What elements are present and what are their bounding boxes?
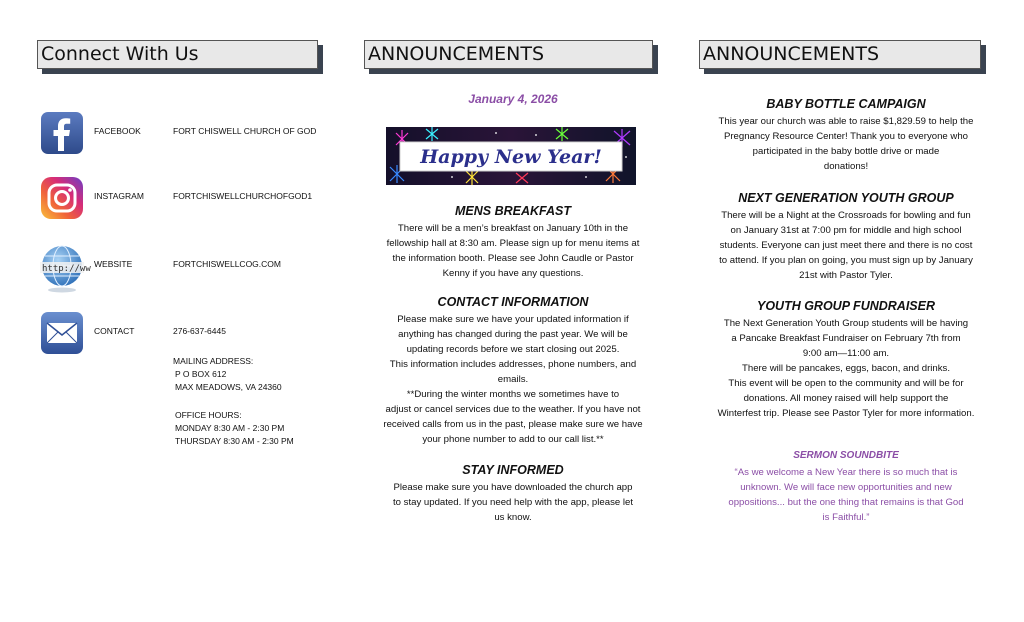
sermon-quote bbox=[700, 465, 992, 525]
contact-information-section bbox=[368, 294, 658, 447]
stay-informed-title: STAY INFORMED bbox=[462, 463, 564, 477]
text-line: “As we welcome a New Year there is so much that is bbox=[734, 467, 958, 478]
text-line: Winterfest trip. Please see Pastor Tyler for more information. bbox=[717, 408, 975, 419]
instagram-label: INSTAGRAM bbox=[94, 191, 144, 201]
mailing-line1: P O BOX 612 bbox=[175, 369, 227, 379]
mens-breakfast-title: MENS BREAKFAST bbox=[455, 204, 571, 218]
text-line: donations! bbox=[823, 161, 869, 172]
text-line: to attend. If you plan on going, you must sign up by January bbox=[719, 255, 973, 266]
text-line: us know. bbox=[494, 512, 532, 523]
text-line: fellowship hall at 8:30 am. Please sign up for menu items at bbox=[386, 238, 640, 249]
office-hours bbox=[173, 409, 294, 448]
mens-breakfast-text bbox=[368, 221, 658, 281]
text-line: anything has changed during the past year. We will be bbox=[398, 329, 628, 340]
connect-header: Connect With Us bbox=[37, 40, 318, 69]
website-value[interactable]: FORTCHISWELLCOG.COM bbox=[173, 259, 281, 269]
text-line: received calls from us in the past, please make sure we have bbox=[383, 419, 643, 430]
bulletin-date: January 4, 2026 bbox=[468, 92, 558, 106]
text-line: This event will be open to the community and will be for bbox=[728, 378, 964, 389]
text-line: The Next Generation Youth Group students will be having bbox=[723, 318, 969, 329]
contact-information-title: CONTACT INFORMATION bbox=[437, 295, 589, 309]
sermon-title: SERMON SOUNDBITE bbox=[793, 450, 899, 461]
facebook-label: FACEBOOK bbox=[94, 126, 141, 136]
announcements-header-left: ANNOUNCEMENTS bbox=[364, 40, 653, 69]
youth-group-section bbox=[700, 190, 992, 283]
text-line: Kenny if you have any questions. bbox=[442, 268, 584, 279]
contact-label: CONTACT bbox=[94, 326, 135, 336]
contact-row-contact bbox=[40, 311, 340, 355]
fundraiser-title: YOUTH GROUP FUNDRAISER bbox=[756, 299, 935, 313]
mens-breakfast-section bbox=[368, 203, 658, 281]
text-line: students. Everyone can just meet there and there is no cost bbox=[719, 240, 973, 251]
text-line: adjust or cancel services due to the weather. If you have not bbox=[385, 404, 641, 415]
text-line: oppositions... but the one thing that remains is that God bbox=[728, 497, 964, 508]
youth-group-title: NEXT GENERATION YOUTH GROUP bbox=[738, 191, 954, 205]
globe-icon[interactable] bbox=[40, 244, 91, 294]
text-line: 9:00 am—11:00 am. bbox=[802, 348, 890, 359]
text-line: updating records before we start closing out 2025. bbox=[406, 344, 620, 355]
text-line: emails. bbox=[497, 374, 529, 385]
banner-text: Happy New Year! bbox=[420, 146, 602, 168]
fundraiser-section bbox=[700, 298, 992, 421]
announcements-header-right: ANNOUNCEMENTS bbox=[699, 40, 981, 69]
text-line: your phone number to add to our call list.** bbox=[422, 434, 604, 445]
envelope-icon[interactable] bbox=[40, 311, 84, 355]
text-line: This information includes addresses, phone numbers, and bbox=[389, 359, 637, 370]
text-line: participated in the baby bottle drive or made bbox=[752, 146, 940, 157]
svg-text:http://ww: http://ww bbox=[42, 264, 91, 274]
instagram-icon[interactable] bbox=[40, 176, 84, 220]
facebook-value[interactable]: FORT CHISWELL CHURCH OF GOD bbox=[173, 126, 317, 136]
office-title: OFFICE HOURS: bbox=[175, 410, 242, 420]
youth-group-text bbox=[700, 208, 992, 283]
stay-informed-text bbox=[368, 480, 658, 525]
mailing-line2: MAX MEADOWS, VA 24360 bbox=[175, 382, 282, 392]
text-line: There will be a Night at the Crossroads for bowling and fun bbox=[721, 210, 971, 221]
baby-bottle-section bbox=[700, 96, 992, 174]
contact-information-text bbox=[368, 312, 658, 447]
happy-new-year-banner bbox=[386, 127, 636, 185]
text-line: to stay updated. If you need help with the app, please let bbox=[392, 497, 633, 508]
text-line: This year our church was able to raise $1,829.59 to help the bbox=[718, 116, 974, 127]
mailing-title: MAILING ADDRESS: bbox=[173, 356, 254, 366]
baby-bottle-text bbox=[700, 114, 992, 174]
sermon-soundbite-section bbox=[700, 449, 992, 525]
contact-row-instagram bbox=[40, 176, 340, 220]
baby-bottle-title: BABY BOTTLE CAMPAIGN bbox=[766, 97, 926, 111]
facebook-icon[interactable] bbox=[40, 111, 84, 155]
phone-value[interactable]: 276-637-6445 bbox=[173, 326, 226, 336]
text-line: unknown. We will face new opportunities and new bbox=[740, 482, 952, 493]
text-line: There will be pancakes, eggs, bacon, and drinks. bbox=[742, 363, 950, 374]
text-line: donations. All money raised will help support the bbox=[743, 393, 949, 404]
office-line2: THURSDAY 8:30 AM - 2:30 PM bbox=[175, 436, 294, 446]
text-line: the information booth. Please see John Caudle or Pastor bbox=[392, 253, 634, 264]
office-line1: MONDAY 8:30 AM - 2:30 PM bbox=[175, 423, 285, 433]
text-line: on January 31st at 7:00 pm for middle and high school bbox=[730, 225, 962, 236]
text-line: is Faithful.” bbox=[822, 512, 870, 523]
mailing-address bbox=[173, 355, 282, 394]
text-line: **During the winter months we sometimes have to bbox=[406, 389, 620, 400]
instagram-value[interactable]: FORTCHISWELLCHURCHOFGOD1 bbox=[173, 191, 313, 201]
text-line: There will be a men’s breakfast on January 10th in the bbox=[397, 223, 629, 234]
text-line: Please make sure we have your updated information if bbox=[397, 314, 629, 325]
text-line: Please make sure you have downloaded the church app bbox=[393, 482, 633, 493]
website-label: WEBSITE bbox=[94, 259, 133, 269]
contact-row-facebook bbox=[40, 111, 340, 155]
text-line: Pregnancy Resource Center! Thank you to everyone who bbox=[723, 131, 969, 142]
text-line: a Pancake Breakfast Fundraiser on February 7th from bbox=[731, 333, 961, 344]
text-line: 21st with Pastor Tyler. bbox=[799, 270, 893, 281]
fundraiser-text bbox=[700, 316, 992, 421]
stay-informed-section bbox=[368, 462, 658, 525]
contact-row-website bbox=[40, 244, 340, 288]
